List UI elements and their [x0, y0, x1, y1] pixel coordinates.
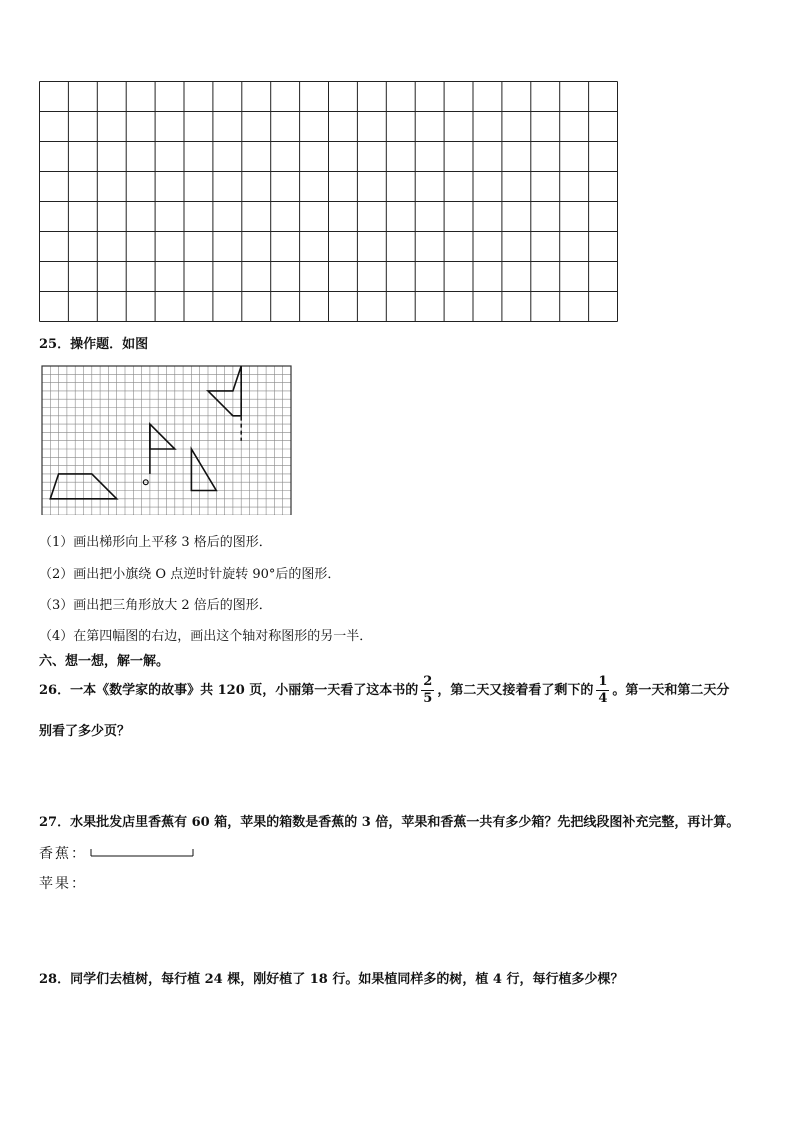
q25-item-1: （1）画出梯形向上平移 3 格后的图形． — [39, 535, 272, 550]
fraction-2-denominator: 4 — [598, 691, 608, 706]
q25-item-2: （2）画出把小旗绕 O 点逆时针旋转 90°后的图形． — [39, 567, 341, 582]
q26-fraction-2 — [596, 674, 609, 707]
q25-figure — [41, 365, 292, 515]
apple-label: 苹果： — [39, 876, 87, 892]
banana-line-segment — [90, 847, 196, 859]
q26-fraction-1 — [421, 674, 434, 707]
section-6-title: 六、想一想，解一解。 — [39, 654, 170, 669]
top-answer-grid — [39, 81, 619, 324]
q26-text-part1: 26．一本《数学家的故事》共 120 页，小丽第一天看了这本书的 — [39, 683, 419, 698]
triangle-shape — [191, 449, 216, 491]
q26-line-1 — [39, 674, 729, 708]
fraction-1-denominator: 5 — [423, 691, 433, 706]
fraction-2-numerator: 1 — [598, 674, 608, 689]
q28-text: 28．同学们去植树，每行植 24 棵，刚好植了 18 行。如果植同样多的树，植 4 行，每行植多少棵？ — [39, 972, 624, 987]
flag-shape — [150, 424, 175, 449]
banana-label: 香蕉： — [39, 846, 87, 862]
q27-text: 27．水果批发店里香蕉有 60 箱，苹果的箱数是香蕉的 3 倍，苹果和香蕉一共有多少箱？先把线段图补充完整，再计算。 — [39, 815, 740, 830]
q26-text-part3: 。第一天和第二天分 — [612, 683, 730, 698]
q25-item-3: （3）画出把三角形放大 2 倍后的图形． — [39, 598, 272, 613]
q25-title: 25．操作题．如图 — [39, 337, 149, 352]
fraction-1-numerator: 2 — [423, 674, 433, 689]
q26-line-2: 别看了多少页？ — [39, 724, 131, 739]
q26-text-part2: ，第二天又接着看了剩下的 — [437, 683, 594, 698]
q25-item-4: （4）在第四幅图的右边，画出这个轴对称图形的另一半． — [39, 629, 373, 644]
